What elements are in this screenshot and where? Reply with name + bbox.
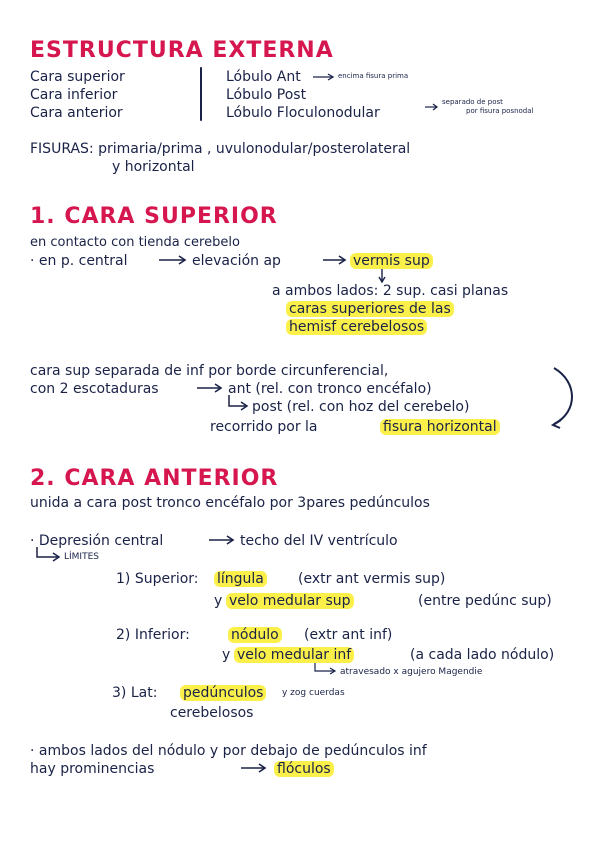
ant-line-6a: 2) Inferior: (116, 627, 190, 643)
ant-line-11: · ambos lados del nódulo y por debajo de pedúnculos inf (30, 743, 427, 759)
sup-line-2a: · en p. central (30, 253, 128, 269)
lobulo-ant-note: encima fisura prima (338, 72, 409, 80)
ant-line-12a: hay prominencias (30, 761, 155, 777)
ant-line-9c: y zog cuerdas (282, 688, 345, 698)
sup-line-1: en contacto con tienda cerebelo (30, 235, 240, 250)
ant-line-7a: y (222, 647, 231, 663)
arrow-icon (240, 761, 268, 775)
sup-line-7a: con 2 escotaduras (30, 381, 159, 397)
ant-line-2b: techo del IV ventrículo (240, 533, 398, 549)
floculos: flóculos (274, 761, 334, 777)
arrow-icon (322, 253, 348, 267)
arrow-branch-icon (226, 394, 250, 414)
ant-line-1: unida a cara post tronco encéfalo por 3pares pedúnculos (30, 495, 430, 511)
section-title-cara-anterior: 2. CARA ANTERIOR (30, 466, 279, 491)
ant-line-10: cerebelosos (170, 705, 254, 721)
lobulo-post: Lóbulo Post (226, 87, 307, 103)
pedunculos-highlight (180, 684, 266, 702)
ant-line-7c: (a cada lado nódulo) (410, 647, 555, 663)
limites-label: LÍMITES (64, 552, 99, 562)
arrow-branch-icon (312, 662, 338, 678)
lingula-highlight (214, 570, 267, 588)
floculos-highlight (274, 760, 334, 778)
ant-line-5a: y (214, 593, 223, 609)
sup-line-7b: ant (rel. con tronco encéfalo) (228, 381, 432, 397)
divider-line (198, 66, 204, 122)
cara-superior-label: Cara superior (30, 69, 125, 85)
ant-line-8: atravesado x agujero Magendie (340, 667, 483, 677)
ant-line-4a: 1) Superior: (116, 571, 199, 587)
vermis-sup-highlight (350, 252, 433, 270)
lobulo-floculonodular: Lóbulo Floculonodular (226, 105, 380, 121)
lobulo-ant: Lóbulo Ant (226, 69, 301, 85)
sup-line-5-highlight (286, 318, 427, 336)
pedunculos: pedúnculos (180, 685, 266, 701)
curved-arrow-icon (540, 364, 580, 430)
arrow-icon (196, 381, 224, 395)
sup-line-9a: recorrido por la (210, 419, 318, 435)
fisuras-line-2: y horizontal (112, 159, 195, 175)
fisuras-line-1: FISURAS: primaria/prima , uvulonodular/posterolateral (30, 141, 411, 157)
velo-medular-inf: velo medular inf (234, 647, 354, 663)
sup-line-4-highlight (286, 300, 454, 318)
ant-line-9a: 3) Lat: (112, 685, 158, 701)
lingula: língula (214, 571, 267, 587)
arrow-icon (312, 72, 336, 82)
lobulo-floc-note-2: por fisura posnodal (466, 107, 534, 115)
arrow-icon (424, 102, 440, 112)
ant-line-2a: · Depresión central (30, 533, 164, 549)
cara-anterior-label: Cara anterior (30, 105, 123, 121)
hemisf-cerebelosos: hemisf cerebelosos (286, 319, 427, 335)
sup-line-6: cara sup separada de inf por borde circunferencial, (30, 363, 389, 379)
section-title-cara-superior: 1. CARA SUPERIOR (30, 204, 278, 229)
arrow-icon (208, 533, 236, 547)
ant-line-4c: (extr ant vermis sup) (298, 571, 446, 587)
ant-line-5c: (entre pedúnc sup) (418, 593, 552, 609)
ant-line-6c: (extr ant inf) (304, 627, 393, 643)
cara-inferior-label: Cara inferior (30, 87, 118, 103)
velo-medular-sup-highlight (226, 592, 354, 610)
fisura-horizontal-highlight (380, 418, 500, 436)
sup-line-8: post (rel. con hoz del cerebelo) (252, 399, 470, 415)
fisura-horizontal: fisura horizontal (380, 419, 500, 435)
sup-line-2b: elevación ap (192, 253, 281, 269)
nodulo-highlight (228, 626, 282, 644)
vermis-sup: vermis sup (350, 253, 433, 269)
arrow-icon (158, 253, 188, 267)
velo-medular-sup: velo medular sup (226, 593, 354, 609)
lobulo-floc-note-1: separado de post (442, 98, 503, 106)
nodulo: nódulo (228, 627, 282, 643)
sup-line-3: a ambos lados: 2 sup. casi planas (272, 283, 509, 299)
arrow-branch-icon (34, 546, 62, 566)
caras-superiores: caras superiores de las (286, 301, 454, 317)
section-title-estructura: ESTRUCTURA EXTERNA (30, 38, 334, 63)
